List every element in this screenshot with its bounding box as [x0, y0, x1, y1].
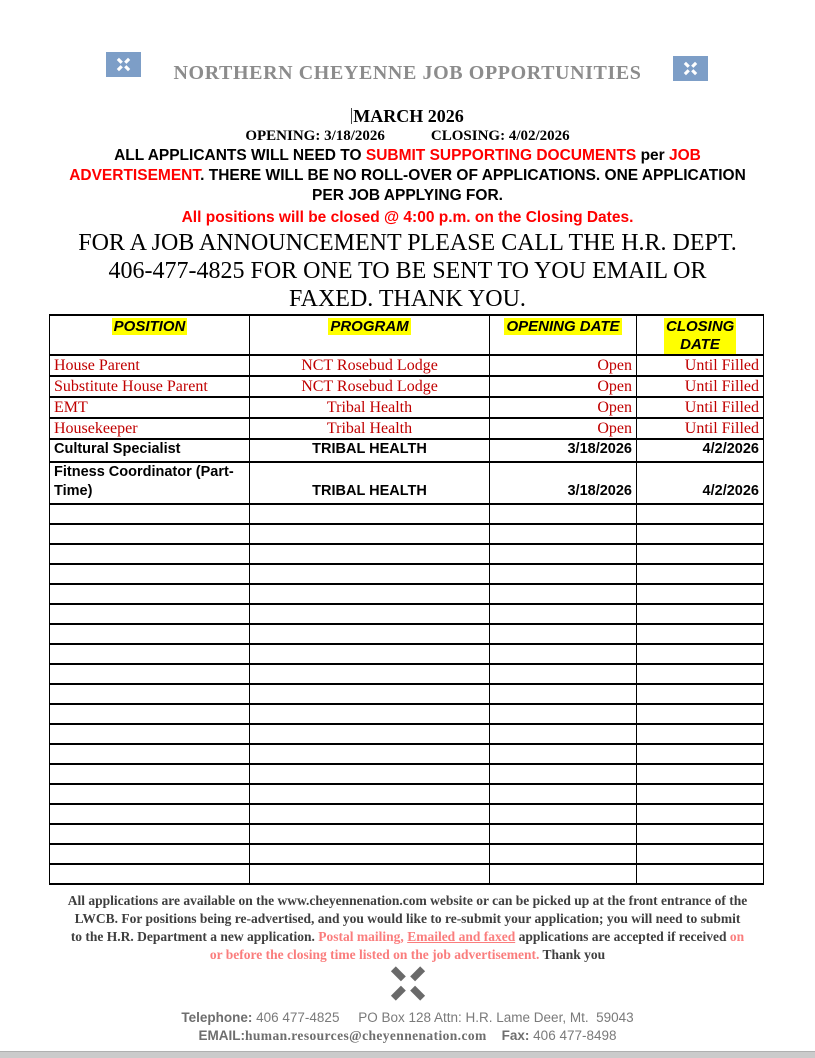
empty-cell	[490, 724, 637, 744]
empty-cell	[250, 544, 490, 564]
table-cell: Open	[490, 376, 637, 397]
table-row-empty	[50, 844, 764, 864]
empty-cell	[50, 624, 250, 644]
text-segment: . THERE WILL BE NO ROLL-OVER OF APPLICATIONS. ONE APPLICATION PER JOB APPLYING FOR.	[200, 167, 746, 204]
empty-cell	[637, 664, 764, 684]
empty-cell	[50, 504, 250, 524]
table-row-empty	[50, 744, 764, 764]
table-cell: 4/2/2026	[637, 439, 764, 462]
empty-cell	[250, 804, 490, 824]
empty-cell	[250, 504, 490, 524]
text-segment: human.resources@cheyennenation.com	[244, 1028, 487, 1043]
empty-cell	[250, 624, 490, 644]
header-label: POSITION	[113, 318, 186, 335]
text-segment: SUBMIT SUPPORTING DOCUMENTS	[365, 147, 637, 164]
table-row	[50, 418, 764, 439]
table-cell: 3/18/2026	[490, 462, 637, 504]
empty-cell	[637, 744, 764, 764]
empty-cell	[637, 524, 764, 544]
empty-cell	[50, 864, 250, 884]
table-row-empty	[50, 824, 764, 844]
table-row	[50, 397, 764, 418]
morning-star-icon	[106, 52, 141, 77]
empty-cell	[50, 524, 250, 544]
table-row-empty	[50, 524, 764, 544]
empty-cell	[490, 864, 637, 884]
table-cell: Until Filled	[637, 397, 764, 418]
empty-cell	[250, 744, 490, 764]
empty-cell	[490, 664, 637, 684]
empty-cell	[250, 824, 490, 844]
text-segment: Telephone:	[181, 1010, 253, 1025]
morning-star-glyph	[682, 61, 699, 76]
empty-cell	[490, 824, 637, 844]
table-cell: House Parent	[50, 355, 250, 376]
table-row	[50, 462, 764, 504]
empty-cell	[50, 844, 250, 864]
contact-phone-address-line	[0, 1009, 815, 1027]
empty-cell	[490, 644, 637, 664]
header-label: OPENING DATE	[506, 318, 620, 335]
empty-cell	[50, 724, 250, 744]
header-row	[50, 315, 764, 355]
empty-cell	[637, 844, 764, 864]
table-cell: Open	[490, 355, 637, 376]
empty-cell	[490, 524, 637, 544]
table-cell: TRIBAL HEALTH	[250, 462, 490, 504]
text-segment: Fax:	[501, 1028, 530, 1043]
empty-cell	[637, 684, 764, 704]
table-cell: Tribal Health	[250, 397, 490, 418]
empty-cell	[490, 844, 637, 864]
announcement-line: FAXED. THANK YOU.	[289, 286, 526, 312]
empty-cell	[50, 664, 250, 684]
text-segment: per	[636, 147, 669, 164]
contact-email-fax-line	[0, 1027, 815, 1045]
text-segment: ALL APPLICANTS WILL NEED TO	[114, 147, 366, 164]
empty-cell	[637, 584, 764, 604]
text-segment	[487, 1028, 502, 1043]
column-header-closing-date	[637, 315, 764, 355]
empty-cell	[50, 644, 250, 664]
table-row-empty	[50, 704, 764, 724]
empty-cell	[490, 784, 637, 804]
table-row-empty	[50, 544, 764, 564]
table-row-empty	[50, 764, 764, 784]
table-row-empty	[50, 504, 764, 524]
applications-footer-note	[68, 892, 748, 964]
page-title: NORTHERN CHEYENNE JOB OPPORTUNITIES	[173, 62, 642, 84]
empty-cell	[250, 564, 490, 584]
table-cell: Tribal Health	[250, 418, 490, 439]
announcement-line: FOR A JOB ANNOUNCEMENT PLEASE CALL THE H.R. DEPT.	[78, 230, 737, 256]
job-announcement-text	[0, 229, 815, 313]
empty-cell	[490, 504, 637, 524]
text-segment: All applications are available on the www.cheyennenation.com website or can be picked up at the front entrance of the LWCB. For positions being re-advertised, and you would like to re-submit your application; you will need to submit to the H.R. Department a new application.	[67, 893, 748, 944]
table-cell: Open	[490, 397, 637, 418]
empty-cell	[50, 684, 250, 704]
text-segment: EMAIL:	[198, 1028, 245, 1043]
table-cell: NCT Rosebud Lodge	[250, 355, 490, 376]
jobs-table-header	[50, 315, 764, 355]
morning-star-icon	[673, 56, 708, 81]
empty-cell	[250, 524, 490, 544]
table-row-empty	[50, 724, 764, 744]
table-row-empty	[50, 684, 764, 704]
month-label: MARCH 2026	[353, 106, 464, 126]
table-cell: TRIBAL HEALTH	[250, 439, 490, 462]
table-cell: Until Filled	[637, 355, 764, 376]
empty-cell	[50, 804, 250, 824]
empty-cell	[637, 544, 764, 564]
empty-cell	[490, 584, 637, 604]
empty-cell	[490, 564, 637, 584]
table-row-empty	[50, 624, 764, 644]
month-heading	[0, 106, 815, 127]
empty-cell	[490, 604, 637, 624]
empty-cell	[50, 784, 250, 804]
text-segment: Postal mailing,	[318, 929, 408, 944]
column-header-opening-date	[490, 315, 637, 355]
empty-cell	[50, 704, 250, 724]
text-segment: 406 477-8498	[529, 1028, 617, 1043]
table-row-empty	[50, 864, 764, 884]
table-cell: Housekeeper	[50, 418, 250, 439]
column-header-position	[50, 315, 250, 355]
empty-cell	[50, 584, 250, 604]
table-row-empty	[50, 584, 764, 604]
table-cell: NCT Rosebud Lodge	[250, 376, 490, 397]
empty-cell	[637, 704, 764, 724]
morning-star-icon	[0, 965, 815, 1007]
empty-cell	[50, 764, 250, 784]
empty-cell	[490, 804, 637, 824]
empty-cell	[637, 604, 764, 624]
table-cell: 3/18/2026	[490, 439, 637, 462]
empty-cell	[250, 864, 490, 884]
empty-cell	[250, 664, 490, 684]
text-segment: on or before the closing time listed on the job advertisement.	[209, 929, 745, 962]
table-row-empty	[50, 564, 764, 584]
table-cell: Until Filled	[637, 418, 764, 439]
header-label: PROGRAM	[330, 318, 409, 335]
empty-cell	[250, 704, 490, 724]
empty-cell	[490, 704, 637, 724]
jobs-table-body	[50, 355, 764, 884]
empty-cell	[50, 564, 250, 584]
table-row-empty	[50, 664, 764, 684]
empty-cell	[637, 824, 764, 844]
table-row	[50, 355, 764, 376]
applicants-notice	[53, 146, 763, 206]
empty-cell	[50, 544, 250, 564]
empty-cell	[250, 764, 490, 784]
opening-closing-line	[0, 128, 815, 145]
table-cell: Until Filled	[637, 376, 764, 397]
empty-cell	[637, 624, 764, 644]
table-row-empty	[50, 784, 764, 804]
table-row	[50, 439, 764, 462]
empty-cell	[250, 604, 490, 624]
empty-cell	[637, 504, 764, 524]
announcement-line: 406-477-4825 FOR ONE TO BE SENT TO YOU EMAIL OR	[108, 258, 707, 284]
empty-cell	[490, 544, 637, 564]
table-cell: Cultural Specialist	[50, 439, 250, 462]
empty-cell	[250, 584, 490, 604]
text-segment: Emailed and faxed	[407, 929, 516, 944]
empty-cell	[50, 744, 250, 764]
table-cell: 4/2/2026	[637, 462, 764, 504]
empty-cell	[637, 864, 764, 884]
empty-cell	[637, 724, 764, 744]
empty-cell	[250, 644, 490, 664]
column-header-program	[250, 315, 490, 355]
jobs-table	[49, 314, 764, 885]
empty-cell	[490, 744, 637, 764]
empty-cell	[637, 784, 764, 804]
empty-cell	[637, 764, 764, 784]
empty-cell	[637, 804, 764, 824]
empty-cell	[50, 824, 250, 844]
table-row	[50, 376, 764, 397]
empty-cell	[250, 844, 490, 864]
text-segment: JOB ADVERTISEMENT	[69, 147, 701, 184]
empty-cell	[250, 684, 490, 704]
table-row-empty	[50, 644, 764, 664]
empty-cell	[490, 624, 637, 644]
closing-time-notice: All positions will be closed @ 4:00 p.m. on the Closing Dates.	[181, 209, 634, 226]
table-cell: Substitute House Parent	[50, 376, 250, 397]
table-cell: EMT	[50, 397, 250, 418]
empty-cell	[490, 764, 637, 784]
morning-star-glyph	[115, 57, 132, 72]
empty-cell	[50, 604, 250, 624]
text-segment: PO Box 128 Attn: H.R. Lame Deer, Mt. 59043	[358, 1010, 634, 1025]
text-segment: Thank you	[539, 947, 606, 962]
opening-date-label: OPENING: 3/18/2026	[245, 128, 385, 144]
empty-cell	[637, 564, 764, 584]
empty-cell	[490, 684, 637, 704]
page-bottom-edge	[0, 1051, 815, 1058]
header-label: CLOSING DATE	[666, 318, 735, 353]
empty-cell	[250, 724, 490, 744]
text-segment: applications are accepted if received	[515, 929, 730, 944]
morning-star-glyph	[386, 965, 430, 1002]
empty-cell	[250, 784, 490, 804]
table-row-empty	[50, 604, 764, 624]
empty-cell	[637, 644, 764, 664]
table-row-empty	[50, 804, 764, 824]
table-cell: Open	[490, 418, 637, 439]
table-cell: Fitness Coordinator (Part-Time)	[50, 462, 250, 504]
text-segment: 406 477-4825	[252, 1010, 359, 1025]
closing-date-label: CLOSING: 4/02/2026	[430, 128, 570, 144]
